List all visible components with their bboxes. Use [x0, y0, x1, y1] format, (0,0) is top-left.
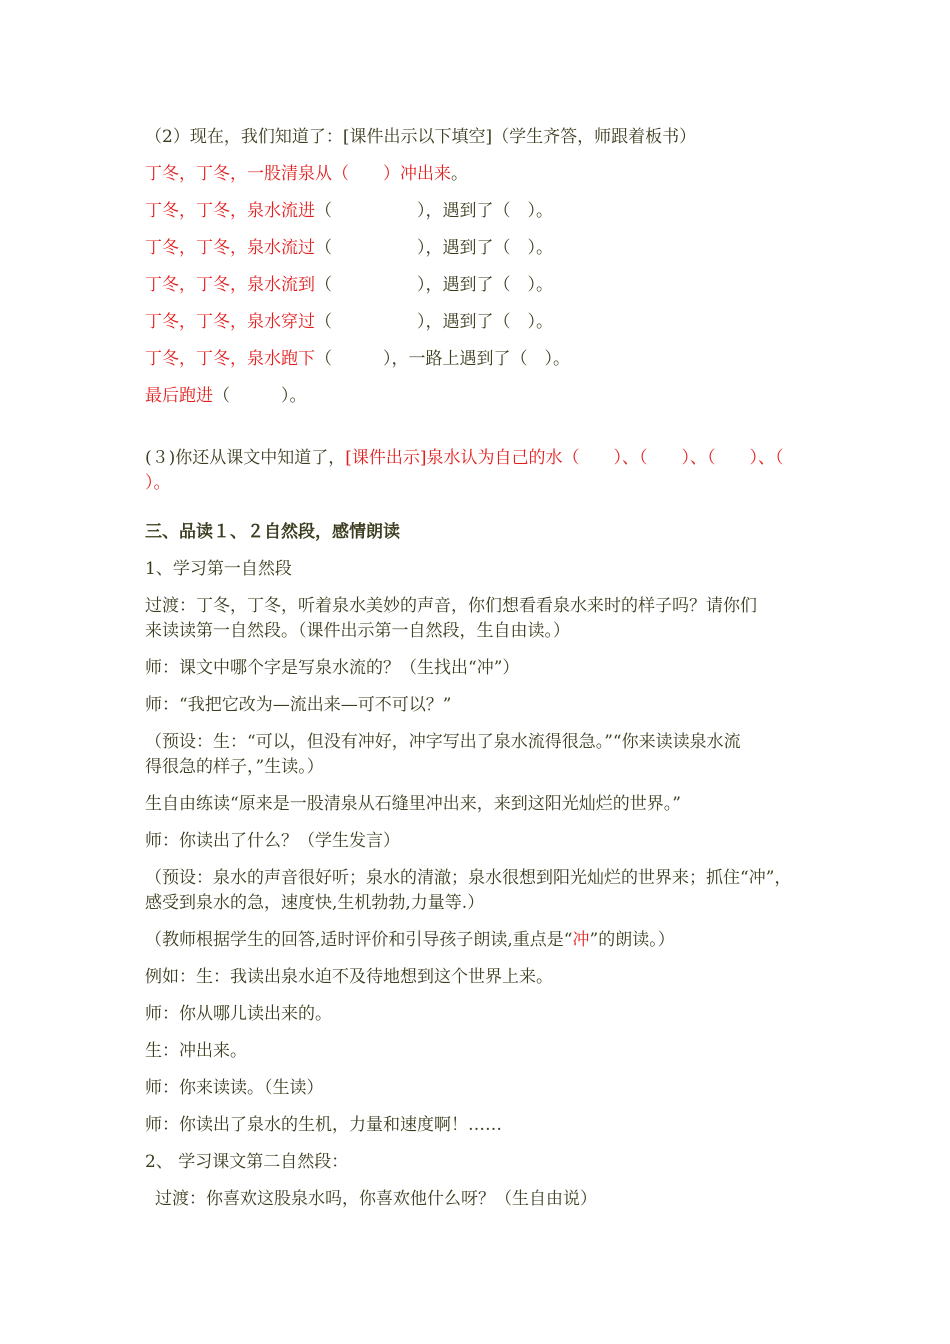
fill-rest: （ ），遇到了（ ）。 [315, 312, 553, 332]
text-line: 得很急的样子，”生读。） [145, 757, 324, 777]
section3-lead: (３)你还从课文中知道了， [145, 448, 346, 468]
section2-intro: （2）现在，我们知道了：[课件出示以下填空]（学生齐答，师跟着板书） [145, 127, 697, 147]
section3-line [145, 446, 825, 470]
fill-rest: （ ），遇到了（ ）。 [315, 201, 553, 221]
fill-red: 丁冬，丁冬，泉水流进 [145, 201, 315, 221]
text-line: 师：你读出了什么？（学生发言） [145, 831, 400, 851]
fill-line-6 [145, 347, 825, 371]
fill-line-3 [145, 236, 825, 260]
text-line: 师：“我把它改为—流出来—可不可以？” [145, 695, 452, 715]
fill-line-1 [145, 162, 825, 186]
teacher-note [145, 928, 825, 952]
fill-red: 丁冬，丁冬，泉水流过 [145, 238, 315, 258]
section3-prompt: [课件出示]泉水认为自己的水（ ）、（ ）、（ ）、（ [345, 448, 784, 468]
section-heading: 三、品读１、２自然段，感情朗读 [145, 522, 400, 542]
fill-line-2 [145, 199, 825, 223]
text-line: 生：冲出来。 [145, 1041, 247, 1061]
fill-red: 丁冬，丁冬，泉水跑下 [145, 349, 315, 369]
fill-rest: 。 [451, 164, 468, 184]
text-line: 师：你从哪儿读出来的。 [145, 1004, 332, 1024]
section3-end: ）。 [145, 473, 171, 493]
fill-red: 最后跑进 [145, 386, 213, 406]
text-line: 师：你读出了泉水的生机，力量和速度啊！…… [145, 1115, 502, 1135]
text-line: 2、 学习课文第二自然段： [145, 1152, 349, 1172]
text-line: 例如：生：我读出泉水迫不及待地想到这个世界上来。 [145, 967, 553, 987]
fill-rest: （ ），遇到了（ ）。 [315, 238, 553, 258]
text-line: 师：课文中哪个字是写泉水流的？（生找出“冲”） [145, 658, 520, 678]
fill-rest: （ ），遇到了（ ）。 [315, 275, 553, 295]
fill-red: 丁冬，丁冬，泉水穿过 [145, 312, 315, 332]
fill-rest: （ ）。 [213, 386, 307, 406]
text-line: （预设：泉水的声音很好听；泉水的清澈；泉水很想到阳光灿烂的世界来；抓住“冲”， [145, 868, 792, 888]
text-line: （预设：生：“可以，但没有冲好，冲字写出了泉水流得很急。”“你来读读泉水流 [145, 732, 741, 752]
note-c: ”的朗读。） [589, 930, 675, 950]
fill-line-5 [145, 310, 825, 334]
note-highlight: 冲 [572, 930, 590, 950]
text-line: 生自由练读“原来是一股清泉从石缝里冲出来，来到这阳光灿烂的世界。” [145, 794, 681, 814]
fill-line-7 [145, 384, 825, 408]
text-line: 来读读第一自然段。（课件出示第一自然段，生自由读。） [145, 621, 570, 641]
text-line: 师：你来读读。（生读） [145, 1078, 324, 1098]
fill-red: 丁冬，丁冬，泉水流到 [145, 275, 315, 295]
text-line: 感受到泉水的急，速度快,生机勃勃,力量等.） [145, 893, 485, 913]
fill-line-4 [145, 273, 825, 297]
text-line: 过渡：丁冬，丁冬，听着泉水美妙的声音，你们想看看泉水来时的样子吗？请你们 [145, 596, 757, 616]
text-line: 1、学习第一自然段 [145, 559, 292, 579]
fill-red: 丁冬，丁冬，一股清泉从（ ）冲出来 [145, 164, 451, 184]
note-a: （教师根据学生的回答,适时评价和引导孩子朗读,重点是“ [145, 930, 573, 950]
text-line: 过渡：你喜欢这股泉水吗，你喜欢他什么呀？（生自由说） [155, 1189, 597, 1209]
fill-rest: （ ），一路上遇到了（ ）。 [315, 349, 570, 369]
